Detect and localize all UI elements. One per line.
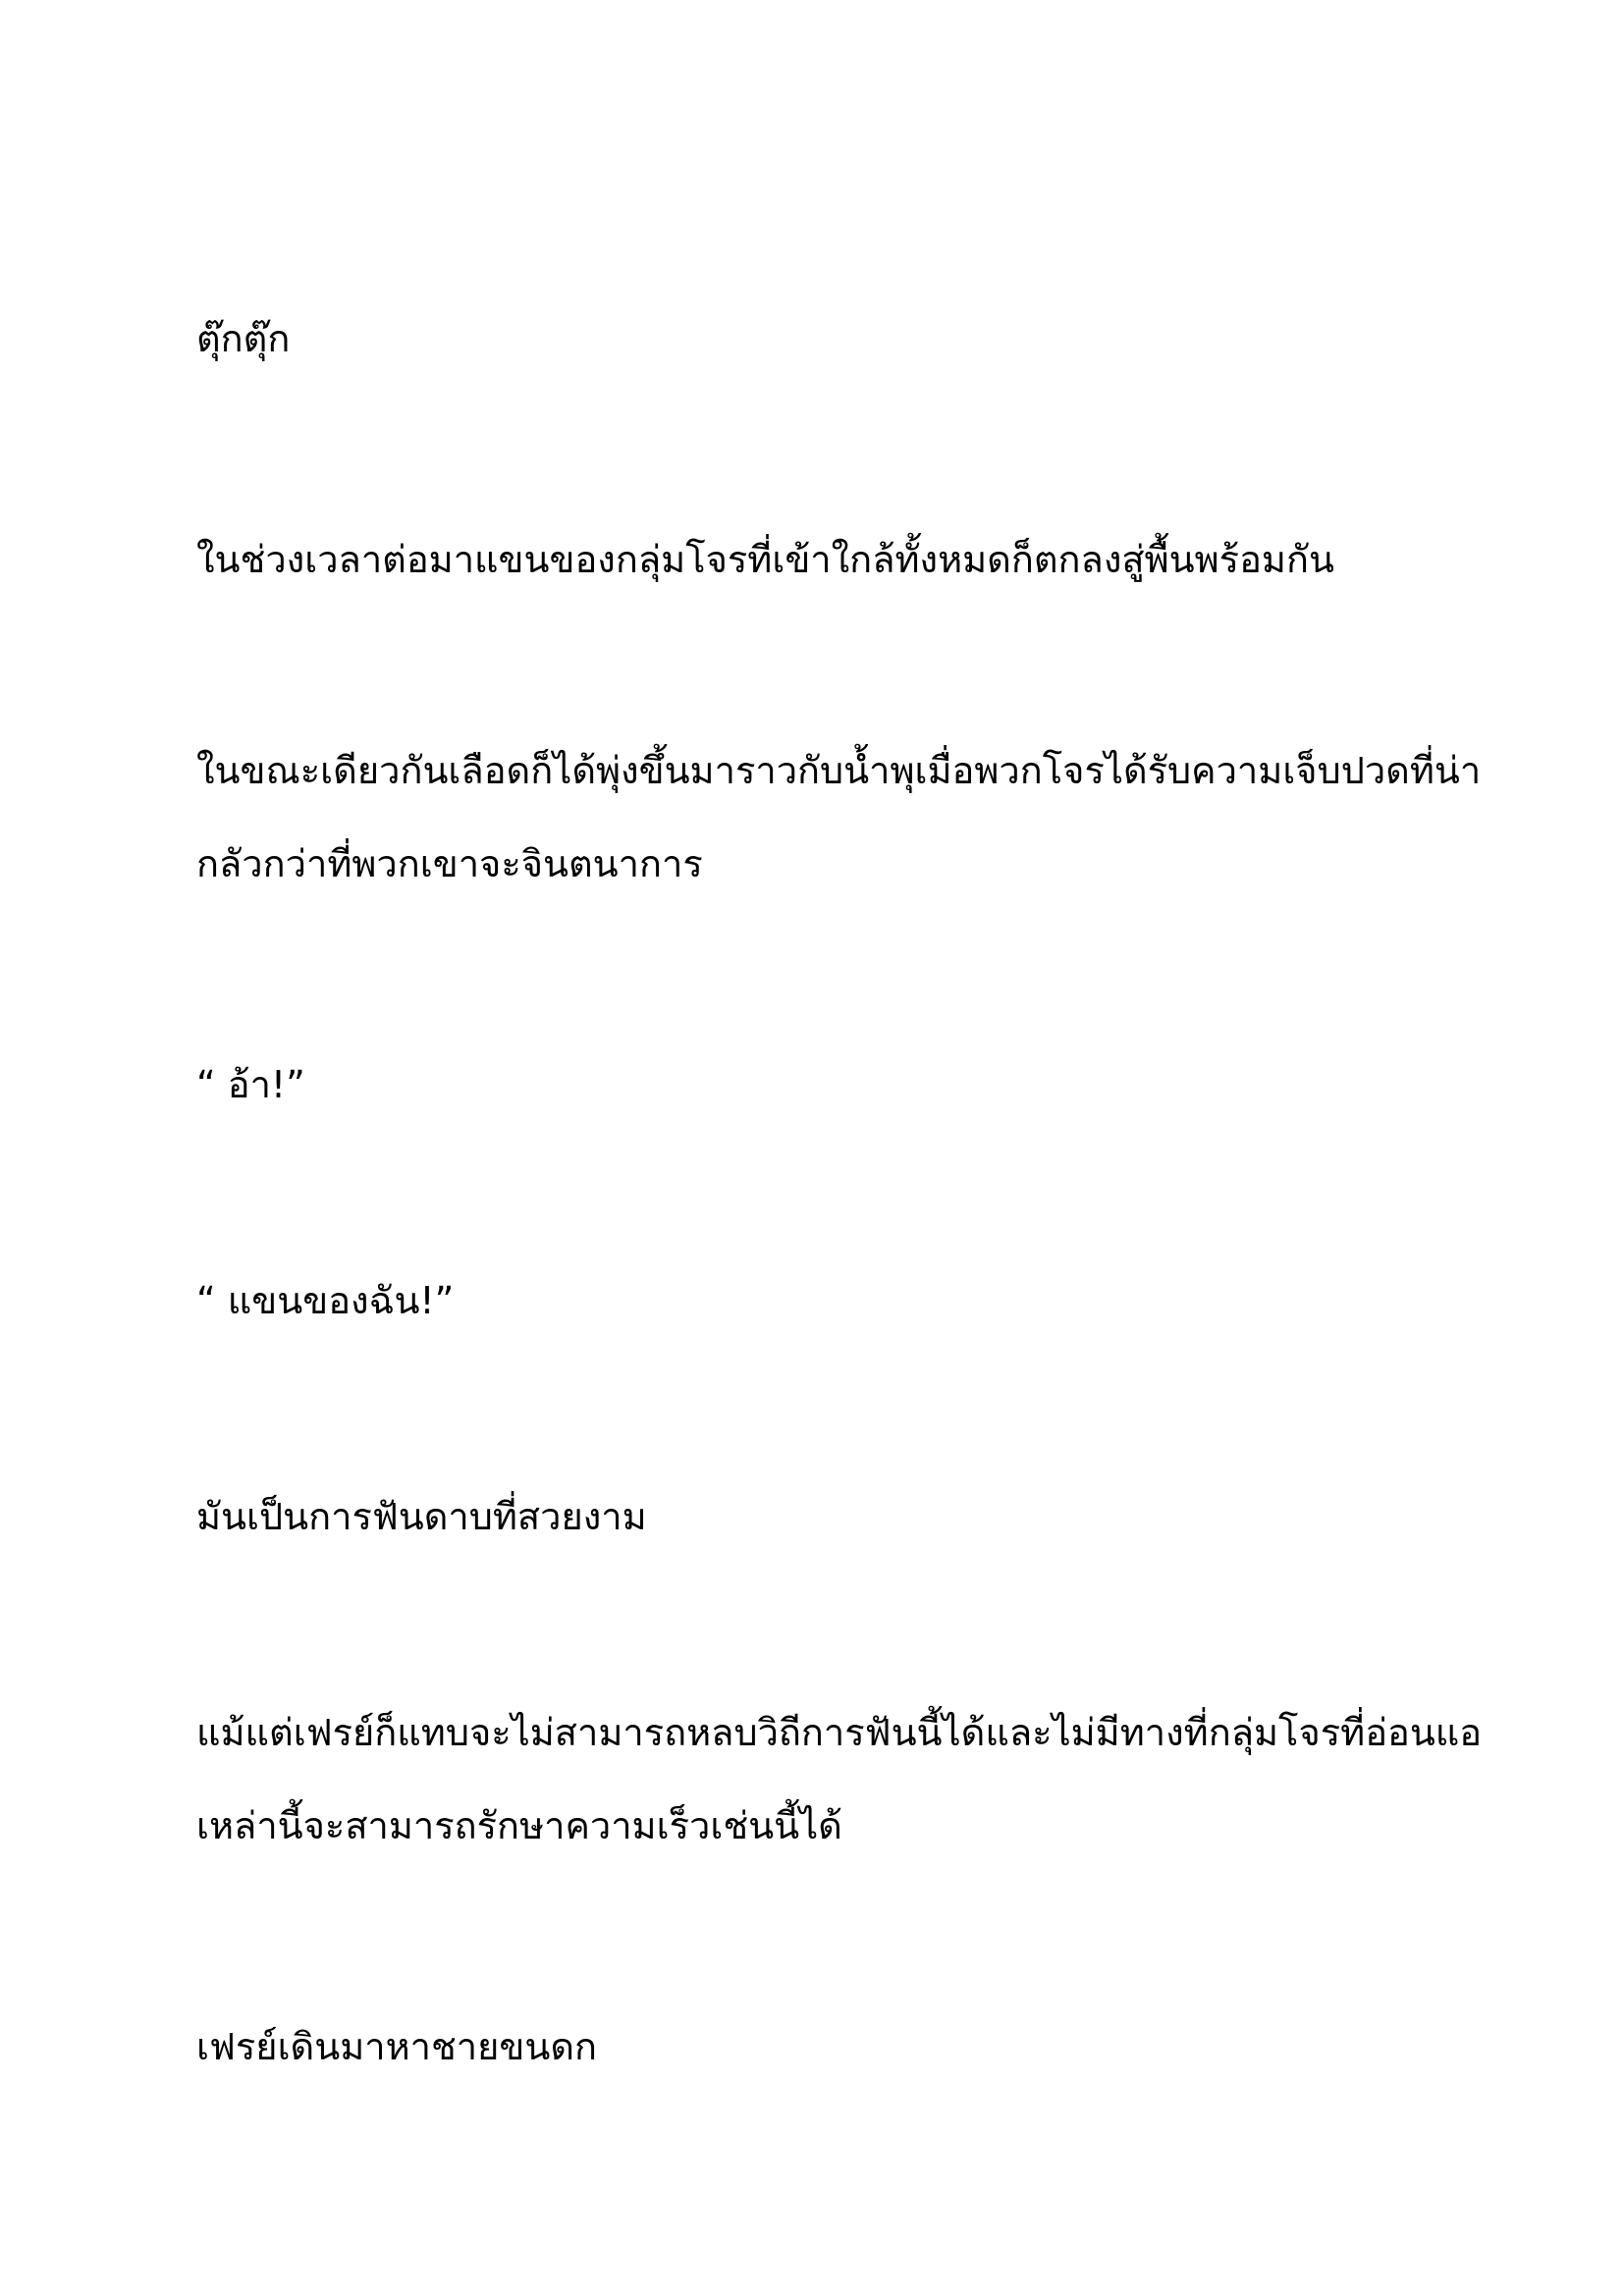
- paragraph-blood-line-1: ในขณะเดียวกันเลือดก็ได้พุ่งขึ้นมาราวกับน้ำพุเมื่อพวกโจรได้รับความเจ็บปวดที่น่า: [196, 749, 1482, 792]
- dialogue-my-arm: “ แขนของฉัน!”: [196, 1279, 455, 1322]
- paragraph-frey-walks: เฟรย์เดินมาหาชายขนดก: [196, 2025, 598, 2068]
- paragraph-beautiful-slash: มันเป็นการฟันดาบที่สวยงาม: [196, 1495, 647, 1538]
- paragraph-frey-line-2: เหล่านี้จะสามารถรักษาความเร็วเช่นนี้ได้: [196, 1804, 842, 1847]
- paragraph-sound-effect: ตุ๊กตุ๊ก: [196, 317, 291, 360]
- paragraph-blood-line-2: กลัวกว่าที่พวกเขาจะจินตนาการ: [196, 842, 703, 885]
- dialogue-scream: “ อ้า!”: [196, 1063, 305, 1106]
- paragraph-frey-line-1: แม้แต่เฟรย์ก็แทบจะไม่สามารถหลบวิถีการฟันนี้ได้และไม่มีทางที่กลุ่มโจรที่อ่อนแอ: [196, 1711, 1483, 1754]
- paragraph-arms-fall: ในช่วงเวลาต่อมาแขนของกลุ่มโจรที่เข้าใกล้ทั้งหมดก็ตกลงสู่พื้นพร้อมกัน: [196, 538, 1334, 581]
